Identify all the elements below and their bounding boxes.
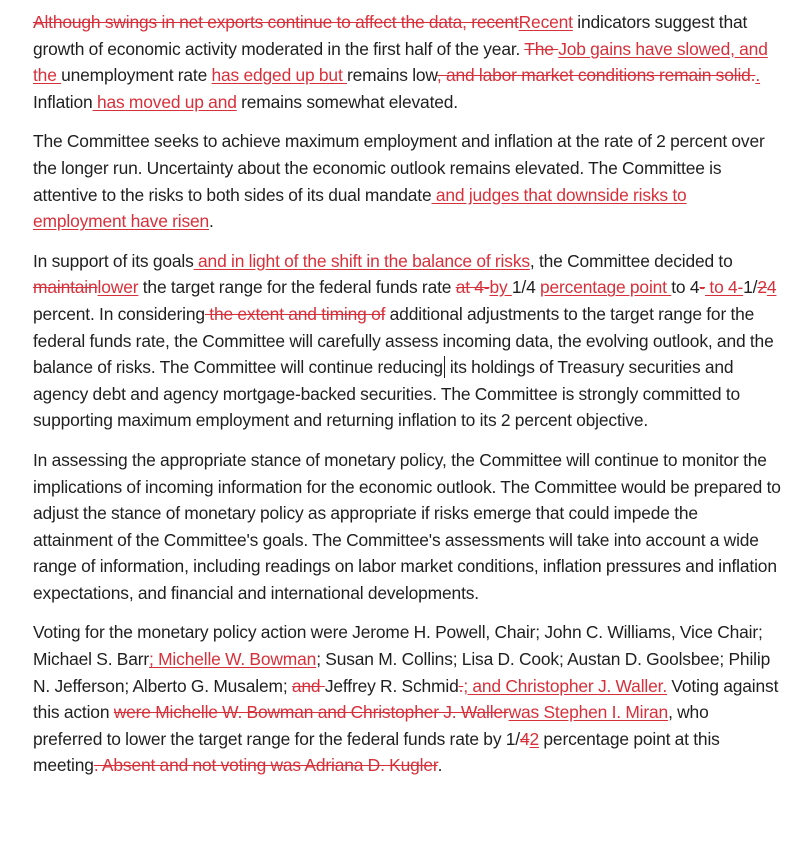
tracked-deletion[interactable]: .	[458, 675, 464, 696]
body-text: percentage point at this meeting	[33, 728, 720, 776]
paragraph-assessment[interactable]	[33, 447, 781, 607]
body-text: , the Committee decided to	[529, 250, 733, 271]
body-text: 1/4	[511, 277, 540, 298]
tracked-insertion[interactable]: has edged up but	[211, 65, 348, 86]
tracked-insertion[interactable]: ; and Christopher J. Waller.	[463, 675, 668, 696]
tracked-insertion[interactable]: has moved up and	[92, 91, 237, 112]
tracked-insertion[interactable]: and in light of the shift in the balance of risks	[193, 250, 530, 271]
tracked-insertion[interactable]: Job gains have slowed, and the	[33, 38, 768, 86]
paragraph-recent-indicators[interactable]	[33, 9, 781, 115]
body-text: remains low	[347, 65, 437, 86]
tracked-deletion[interactable]: and	[291, 675, 325, 696]
body-text: additional adjustments to the target range for the federal funds rate, the Committee will carefully assess incoming data, the evolving outlook, and the balance of risks. The Committee will continue reducing	[33, 303, 774, 378]
tracked-deletion[interactable]: were Michelle W. Bowman and Christopher J. Waller	[113, 702, 509, 723]
tracked-deletion[interactable]: 2	[757, 277, 767, 298]
tracked-insertion[interactable]: and judges that downside risks to employment have risen	[33, 184, 687, 232]
body-text: The Committee seeks to achieve maximum employment and inflation at the rate of 2 percent over the longer run. Uncertainty about the economic outlook remains elevated. The Committee is attentive to the risks to both sides of its dual mandate	[33, 131, 765, 205]
tracked-deletion[interactable]: at 4-	[455, 277, 490, 298]
tracked-insertion[interactable]: ; Michelle W. Bowman	[149, 649, 317, 670]
tracked-insertion[interactable]: 2	[529, 728, 540, 749]
body-text: .	[437, 755, 443, 776]
tracked-insertion[interactable]: percentage point	[540, 277, 672, 298]
body-text: Jeffrey R. Schmid	[324, 675, 459, 696]
body-text: indicators suggest that growth of economic activity moderated in the first half of the year.	[33, 12, 748, 59]
tracked-deletion[interactable]: . Absent and not voting was Adriana D. Kugler	[93, 755, 438, 776]
tracked-deletion[interactable]: -	[699, 277, 706, 298]
body-text: to 4	[671, 277, 700, 298]
body-text: percent. In considering	[33, 303, 205, 324]
tracked-deletion[interactable]: maintain	[33, 277, 98, 298]
body-text: the target range for the federal funds rate	[138, 277, 456, 298]
tracked-deletion[interactable]: 4	[519, 728, 530, 749]
body-text: its holdings of Treasury securities and agency debt and agency mortgage-backed securities. The Committee is strongly committed to supporting maximum employment and returning inflation to its 2 percent objective.	[33, 357, 741, 431]
tracked-insertion[interactable]: to 4-	[705, 277, 744, 298]
body-text: .	[209, 211, 214, 232]
body-text: , who preferred to lower the target range for the federal funds rate by 1/	[33, 702, 709, 749]
tracked-deletion[interactable]: the extent and timing of	[204, 303, 386, 324]
body-text: 1/	[743, 277, 758, 298]
paragraph-voting[interactable]	[33, 619, 781, 779]
body-text: unemployment rate	[61, 65, 212, 86]
tracked-insertion[interactable]: was Stephen I. Miran	[508, 702, 669, 723]
tracked-insertion[interactable]: 4	[766, 277, 777, 298]
body-text: remains somewhat elevated.	[236, 91, 458, 112]
body-text: In assessing the appropriate stance of monetary policy, the Committee will continue to monitor the implications of incoming information for the economic outlook. The Committee would be prepared to adjust the stance of monetary policy as appropriate if risks emerge that could impede the attainment of the Committee's goals. The Committee's assessments will take into account a wide range of information, including readings on labor market conditions, inflation pressures and inflation expectations, and financial and international developments.	[33, 449, 781, 603]
tracked-insertion[interactable]: Recent	[518, 12, 573, 32]
tracked-insertion[interactable]: by	[489, 277, 512, 298]
body-text: Inflation	[33, 91, 93, 112]
tracked-insertion[interactable]: .	[755, 65, 761, 86]
tracked-deletion[interactable]: The	[524, 38, 559, 59]
tracked-deletion[interactable]: , and labor market conditions remain solid.	[436, 65, 756, 86]
body-text: In support of its goals	[33, 250, 194, 271]
paragraph-committee-goals[interactable]	[33, 128, 781, 234]
tracked-deletion[interactable]: Although swings in net exports continue to affect the data, recent	[33, 12, 519, 32]
tracked-insertion[interactable]: lower	[97, 277, 139, 298]
body-text: Voting for the monetary policy action were Jerome H. Powell, Chair; John C. Williams, Vice Chair; Michael S. Barr	[33, 622, 763, 670]
body-text: Voting against this action	[33, 675, 779, 723]
paragraph-policy-decision[interactable]	[33, 248, 781, 434]
body-text: ; Susan M. Collins; Lisa D. Cook; Austan D. Goolsbee; Philip N. Jefferson; Alberto G. Musalem;	[33, 649, 771, 696]
